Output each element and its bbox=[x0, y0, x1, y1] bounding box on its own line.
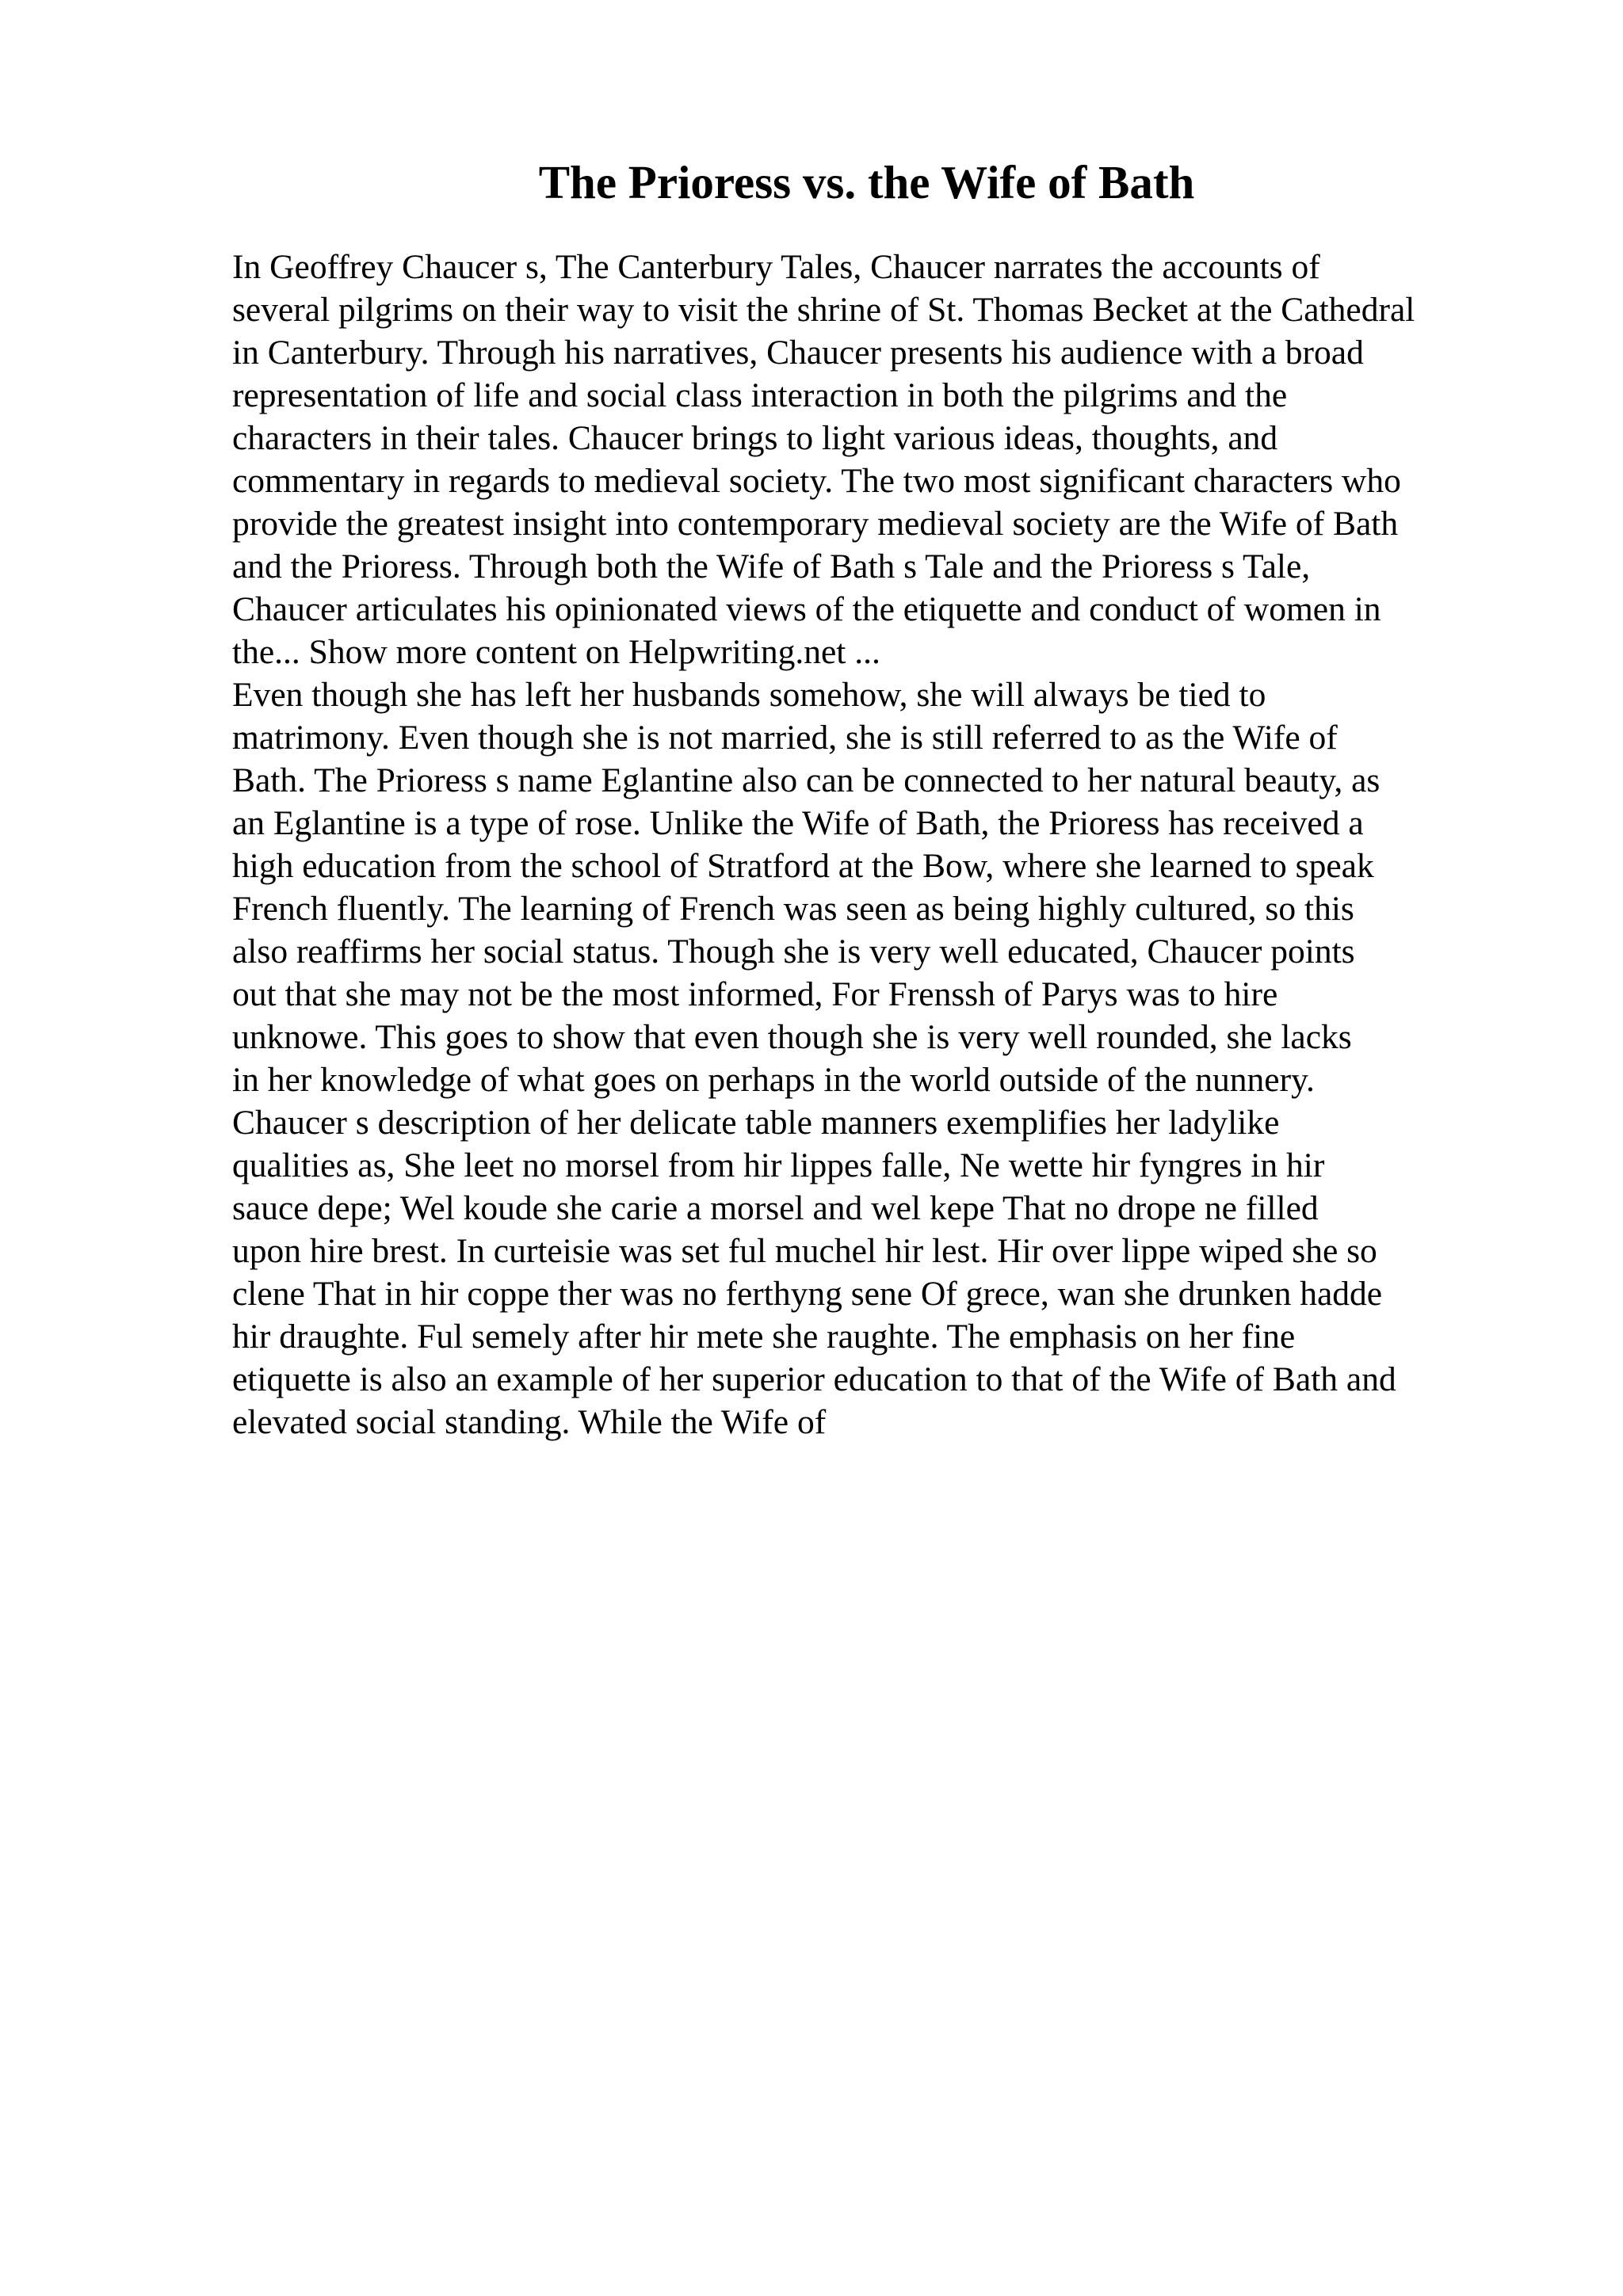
body-line: qualities as, She leet no morsel from hir lippes falle, Ne wette hir fyngres in hir bbox=[232, 1146, 1325, 1184]
body-line: Bath. The Prioress s name Eglantine also can be connected to her natural beauty, as bbox=[232, 761, 1381, 799]
body-line: Even though she has left her husbands somehow, she will always be tied to bbox=[232, 676, 1266, 714]
body-line: clene That in hir coppe ther was no ferthyng sene Of grece, wan she drunken hadde bbox=[232, 1275, 1383, 1313]
body-line: hir draughte. Ful semely after hir mete she raughte. The emphasis on her fine bbox=[232, 1318, 1296, 1356]
body-line: elevated social standing. While the Wife of bbox=[232, 1403, 827, 1441]
body-line: upon hire brest. In curteisie was set ful muchel hir lest. Hir over lippe wiped she so bbox=[232, 1232, 1377, 1270]
body-line: Chaucer articulates his opinionated views of the etiquette and conduct of women in bbox=[232, 590, 1381, 628]
body-line: in Canterbury. Through his narratives, Chaucer presents his audience with a broad bbox=[232, 334, 1364, 372]
body-line: Chaucer s description of her delicate table manners exemplifies her ladylike bbox=[232, 1104, 1280, 1142]
body-line: commentary in regards to medieval society. The two most significant characters who bbox=[232, 462, 1401, 500]
body-line: etiquette is also an example of her superior education to that of the Wife of Bath and bbox=[232, 1360, 1396, 1398]
body-line: unknowe. This goes to show that even though she is very well rounded, she lacks bbox=[232, 1018, 1352, 1056]
document-body bbox=[232, 246, 1595, 1444]
body-line: provide the greatest insight into contemporary medieval society are the Wife of Bath bbox=[232, 505, 1399, 543]
body-line: several pilgrims on their way to visit the shrine of St. Thomas Becket at the Cathedral bbox=[232, 291, 1415, 329]
body-line: In Geoffrey Chaucer s, The Canterbury Tales, Chaucer narrates the accounts of bbox=[232, 248, 1320, 286]
body-line: sauce depe; Wel koude she carie a morsel and wel kepe That no drope ne filled bbox=[232, 1189, 1319, 1227]
document-title: The Prioress vs. the Wife of Bath bbox=[538, 156, 1195, 208]
body-line: also reaffirms her social status. Though she is very well educated, Chaucer points bbox=[232, 933, 1355, 971]
body-line: an Eglantine is a type of rose. Unlike the Wife of Bath, the Prioress has received a bbox=[232, 804, 1364, 842]
show-more-line: the... Show more content on Helpwriting.net ... bbox=[232, 633, 880, 671]
body-line: in her knowledge of what goes on perhaps in the world outside of the nunnery. bbox=[232, 1061, 1315, 1099]
body-line: representation of life and social class interaction in both the pilgrims and the bbox=[232, 376, 1288, 414]
body-line: matrimony. Even though she is not married, she is still referred to as the Wife of bbox=[232, 719, 1338, 757]
body-line: high education from the school of Stratford at the Bow, where she learned to speak bbox=[232, 847, 1374, 885]
body-line: French fluently. The learning of French was seen as being highly cultured, so this bbox=[232, 890, 1354, 928]
body-line: and the Prioress. Through both the Wife of Bath s Tale and the Prioress s Tale, bbox=[232, 547, 1311, 585]
body-line: characters in their tales. Chaucer brings to light various ideas, thoughts, and bbox=[232, 419, 1278, 457]
body-line: out that she may not be the most informed, For Frenssh of Parys was to hire bbox=[232, 975, 1278, 1013]
